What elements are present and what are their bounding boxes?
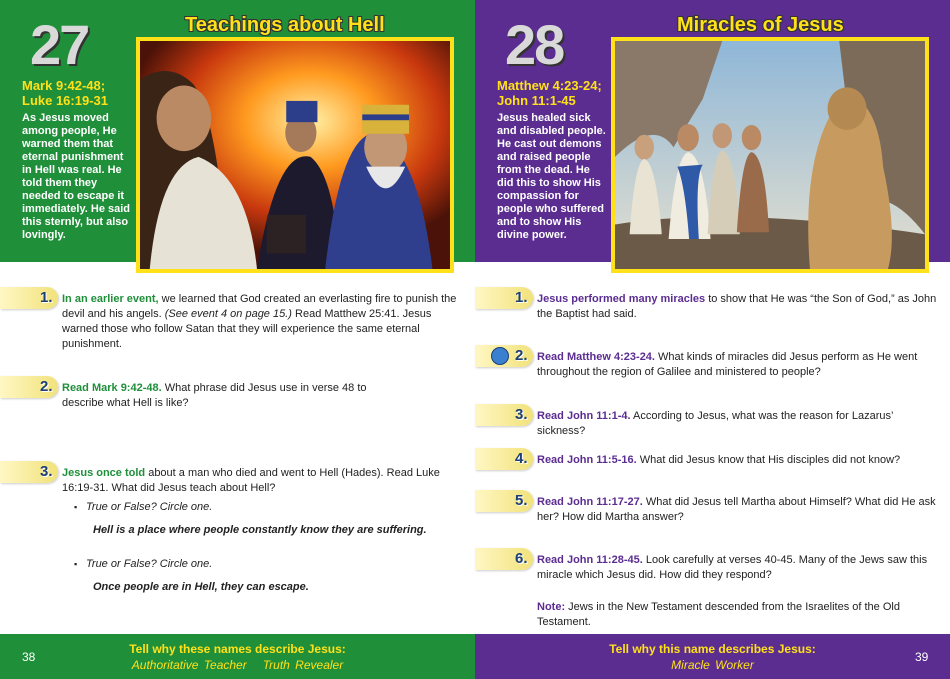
question-lead: Read Matthew 4:23-24.: [537, 351, 655, 363]
note-text: Jews in the New Testament descended from the Israelites of the Old Testament.: [537, 601, 900, 628]
lesson-summary: Jesus healed sick and disabled people. He cast out demons and raised people from the dead. He did this to show His compassion for people who suffered and to show His divine power.: [497, 112, 606, 241]
question-body: about a man who died and went to Hell (Hades). Read Luke 16:19-31. What did Jesus teach about Hell?: [62, 467, 440, 494]
jesus-teaching-illustration: [136, 37, 454, 273]
question-lead: Read John 11:5-16.: [537, 454, 637, 466]
right-page: [475, 0, 950, 679]
left-footer: [0, 634, 475, 679]
true-false-prompt-1: ▪ True or False? Circle one.: [86, 501, 212, 513]
question-number: 2.: [40, 378, 53, 395]
lesson-number: 27: [30, 13, 89, 76]
question-body: What phrase did Jesus use in verse 48 to describe what Hell is like?: [62, 382, 367, 409]
question-text: [537, 292, 937, 322]
true-false-statement-1[interactable]: Hell is a place where people constantly know they are suffering.: [93, 524, 427, 536]
name-authoritative-teacher: Authoritative Teacher: [131, 658, 247, 672]
lesson-summary: As Jesus moved among people, He warned them that eternal punishment in Hell was real. He told them they needed to escape it immediately. He said this sternly, but also lovingly.: [22, 112, 131, 241]
question-text: [537, 409, 937, 439]
question-lead: Read John 11:17-27.: [537, 496, 643, 508]
question-text: [62, 381, 402, 411]
scripture-reference: Mark 9:42-48; Luke 16:19-31: [22, 78, 108, 108]
footer-title: Tell why these names describe Jesus:: [129, 642, 346, 656]
question-lead: Read Mark 9:42-48.: [62, 382, 162, 394]
lesson-title: Teachings about Hell: [185, 14, 385, 36]
lesson-number: 28: [505, 13, 564, 76]
right-footer: [475, 634, 950, 679]
globe-icon: [491, 347, 509, 365]
footer-title: Tell why this name describes Jesus:: [609, 642, 816, 656]
question-text: [537, 453, 937, 468]
question-body: to show that He was “the Son of God,” as John the Baptist had said.: [537, 293, 937, 320]
question-lead: Jesus performed many miracles: [537, 293, 706, 305]
question-lead: Jesus once told: [62, 467, 146, 479]
name-miracle-worker: Miracle Worker: [671, 658, 754, 672]
question-body: According to Jesus, what was the reason for Lazarus’ sickness?: [537, 410, 894, 437]
question-body: What did Jesus tell Martha about Himself? What did He ask her? How did Martha answer?: [537, 496, 936, 523]
right-header: [475, 0, 950, 262]
question-number: 6.: [515, 550, 528, 567]
note: [537, 600, 947, 630]
question-body: Look carefully at verses 40-45. Many of the Jews saw this miracle which Jesus did. How did they respond?: [537, 554, 928, 581]
left-header: [0, 0, 475, 262]
true-false-prompt-2: ▪ True or False? Circle one.: [86, 558, 212, 570]
question-number: 2.: [515, 347, 528, 364]
question-number: 1.: [40, 289, 53, 306]
question-aside: (See event 4 on page 15.): [164, 308, 292, 320]
question-number: 3.: [40, 463, 53, 480]
footer-names: [475, 658, 950, 672]
footer-names: [0, 658, 475, 672]
question-text: [62, 466, 462, 496]
lesson-title: Miracles of Jesus: [677, 14, 844, 36]
page-number: 39: [915, 650, 929, 664]
question-body: What did Jesus know that His disciples did not know?: [636, 454, 901, 466]
question-text: [62, 292, 462, 352]
question-number: 5.: [515, 492, 528, 509]
question-lead: Read John 11:28-45.: [537, 554, 643, 566]
question-body: What kinds of miracles did Jesus perform as He went throughout the region of Galilee and ministered to people?: [537, 351, 918, 378]
question-text: [537, 350, 937, 380]
question-number: 3.: [515, 406, 528, 423]
question-body-2: Read Matthew 25:41. Jesus warned those who follow Satan that they will experience the same eternal punishment.: [62, 308, 432, 350]
question-text: [537, 553, 937, 583]
question-lead: In an earlier event,: [62, 293, 159, 305]
question-body: we learned that God created an everlasting fire to punish the devil and his angels.: [62, 293, 457, 320]
question-lead: Read John 11:1-4.: [537, 410, 631, 422]
true-false-statement-2[interactable]: Once people are in Hell, they can escape.: [93, 581, 309, 593]
question-number: 1.: [515, 289, 528, 306]
scripture-reference: Matthew 4:23-24; John 11:1-45: [497, 78, 602, 108]
name-truth-revealer: Truth Revealer: [262, 658, 344, 672]
question-text: [537, 495, 937, 525]
lazarus-miracle-illustration: [611, 37, 929, 273]
note-label: Note:: [537, 601, 566, 613]
question-number: 4.: [515, 450, 528, 467]
page-number: 38: [22, 650, 36, 664]
